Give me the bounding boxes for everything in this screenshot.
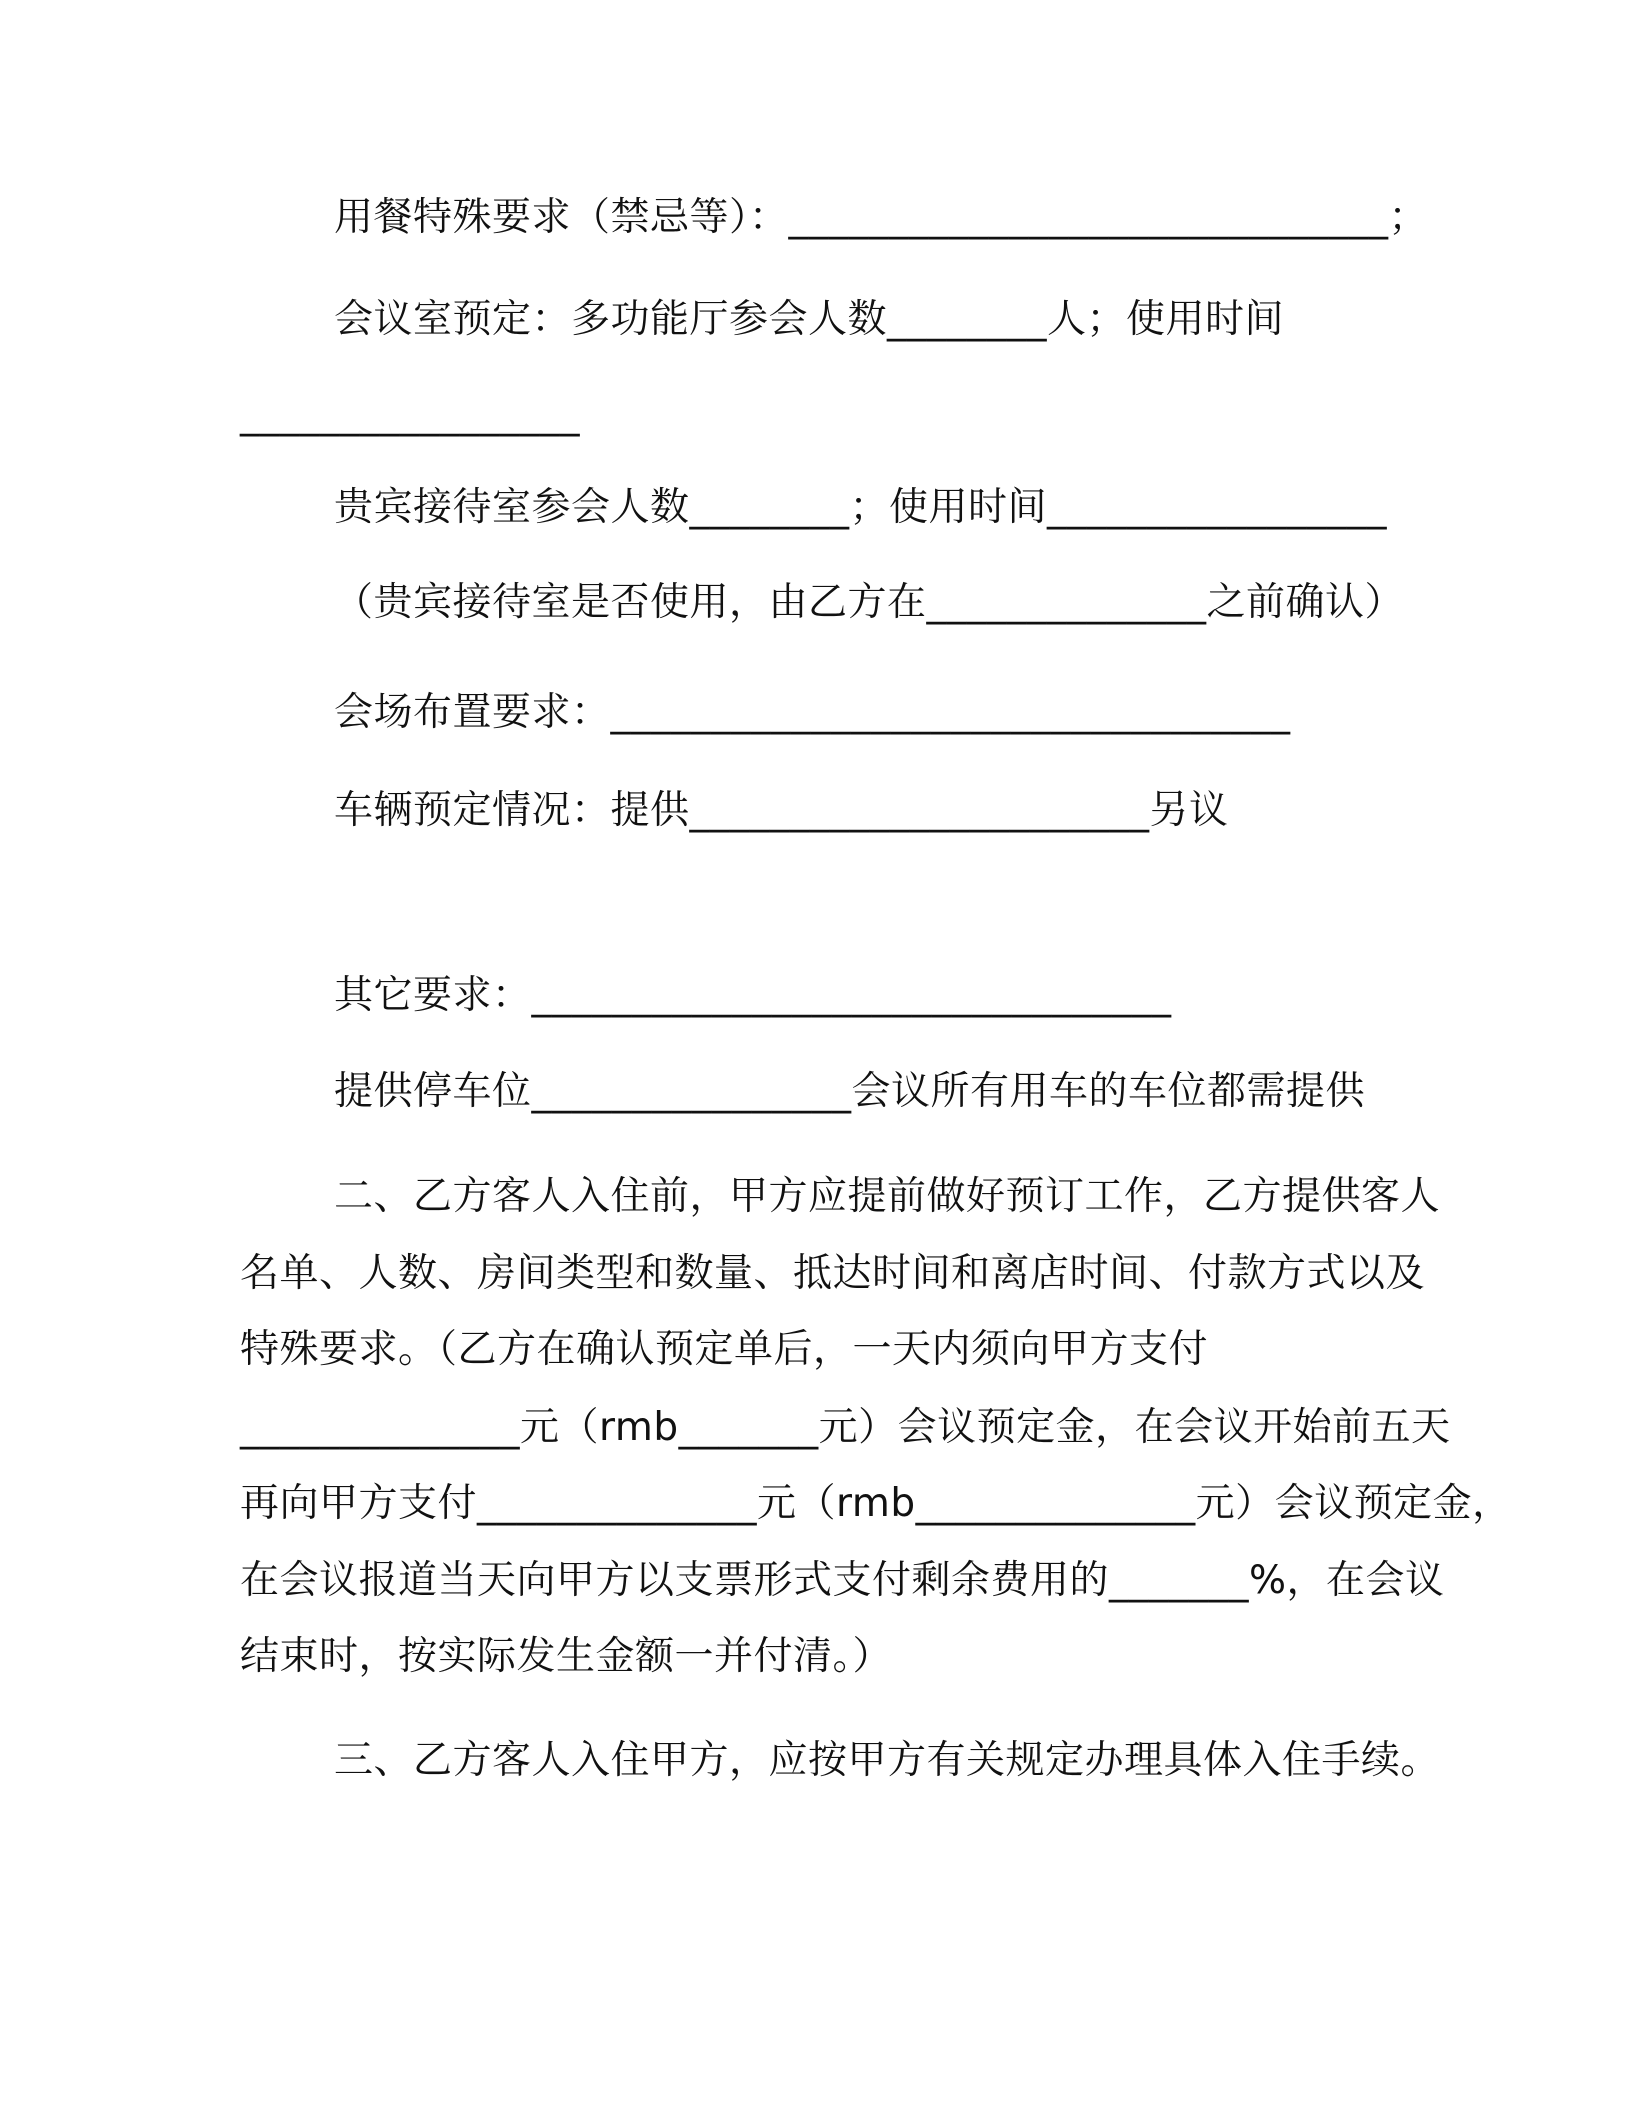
text-line-clause-2-a: 二、乙方客人入住前，甲方应提前做好预订工作，乙方提供客人 (334, 1174, 1441, 1219)
text-line-vip-confirm: （贵宾接待室是否使用，由乙方在______________之前确认） (334, 580, 1405, 625)
text-line-clause-2-g: 结束时，按实际发生金额一并付清。） (240, 1634, 893, 1679)
text-line-usage-time-blank: _________________ (240, 392, 580, 437)
text-line-meeting-room: 会议室预定：多功能厅参会人数________人；使用时间 (334, 297, 1285, 342)
text-line-clause-2-b: 名单、人数、房间类型和数量、抵达时间和离店时间、付款方式以及 (240, 1251, 1426, 1296)
text-line-clause-2-d: ______________元（rmb_______元）会议预定金，在会议开始前五天 (240, 1405, 1451, 1450)
text-line-parking: 提供停车位________________会议所有用车的车位都需提供 (334, 1069, 1366, 1114)
text-line-other-requirements: 其它要求：________________________________ (334, 973, 1172, 1018)
text-line-meal-requirements: 用餐特殊要求（禁忌等）：______________________________； (334, 195, 1429, 240)
text-line-clause-2-f: 在会议报道当天向甲方以支票形式支付剩余费用的_______%，在会议 (240, 1558, 1445, 1603)
text-line-vehicle-booking: 车辆预定情况：提供_______________________另议 (334, 788, 1229, 833)
text-line-clause-2-c: 特殊要求。（乙方在确认预定单后，一天内须向甲方支付 (240, 1327, 1209, 1372)
text-line-clause-3: 三、乙方客人入住甲方，应按甲方有关规定办理具体入住手续。 (334, 1738, 1441, 1783)
text-line-clause-2-e: 再向甲方支付______________元（rmb______________元）会议预定金， (240, 1481, 1512, 1526)
text-line-venue-layout: 会场布置要求：__________________________________ (334, 690, 1291, 735)
text-line-vip-room: 贵宾接待室参会人数________；使用时间_________________ (334, 485, 1388, 530)
